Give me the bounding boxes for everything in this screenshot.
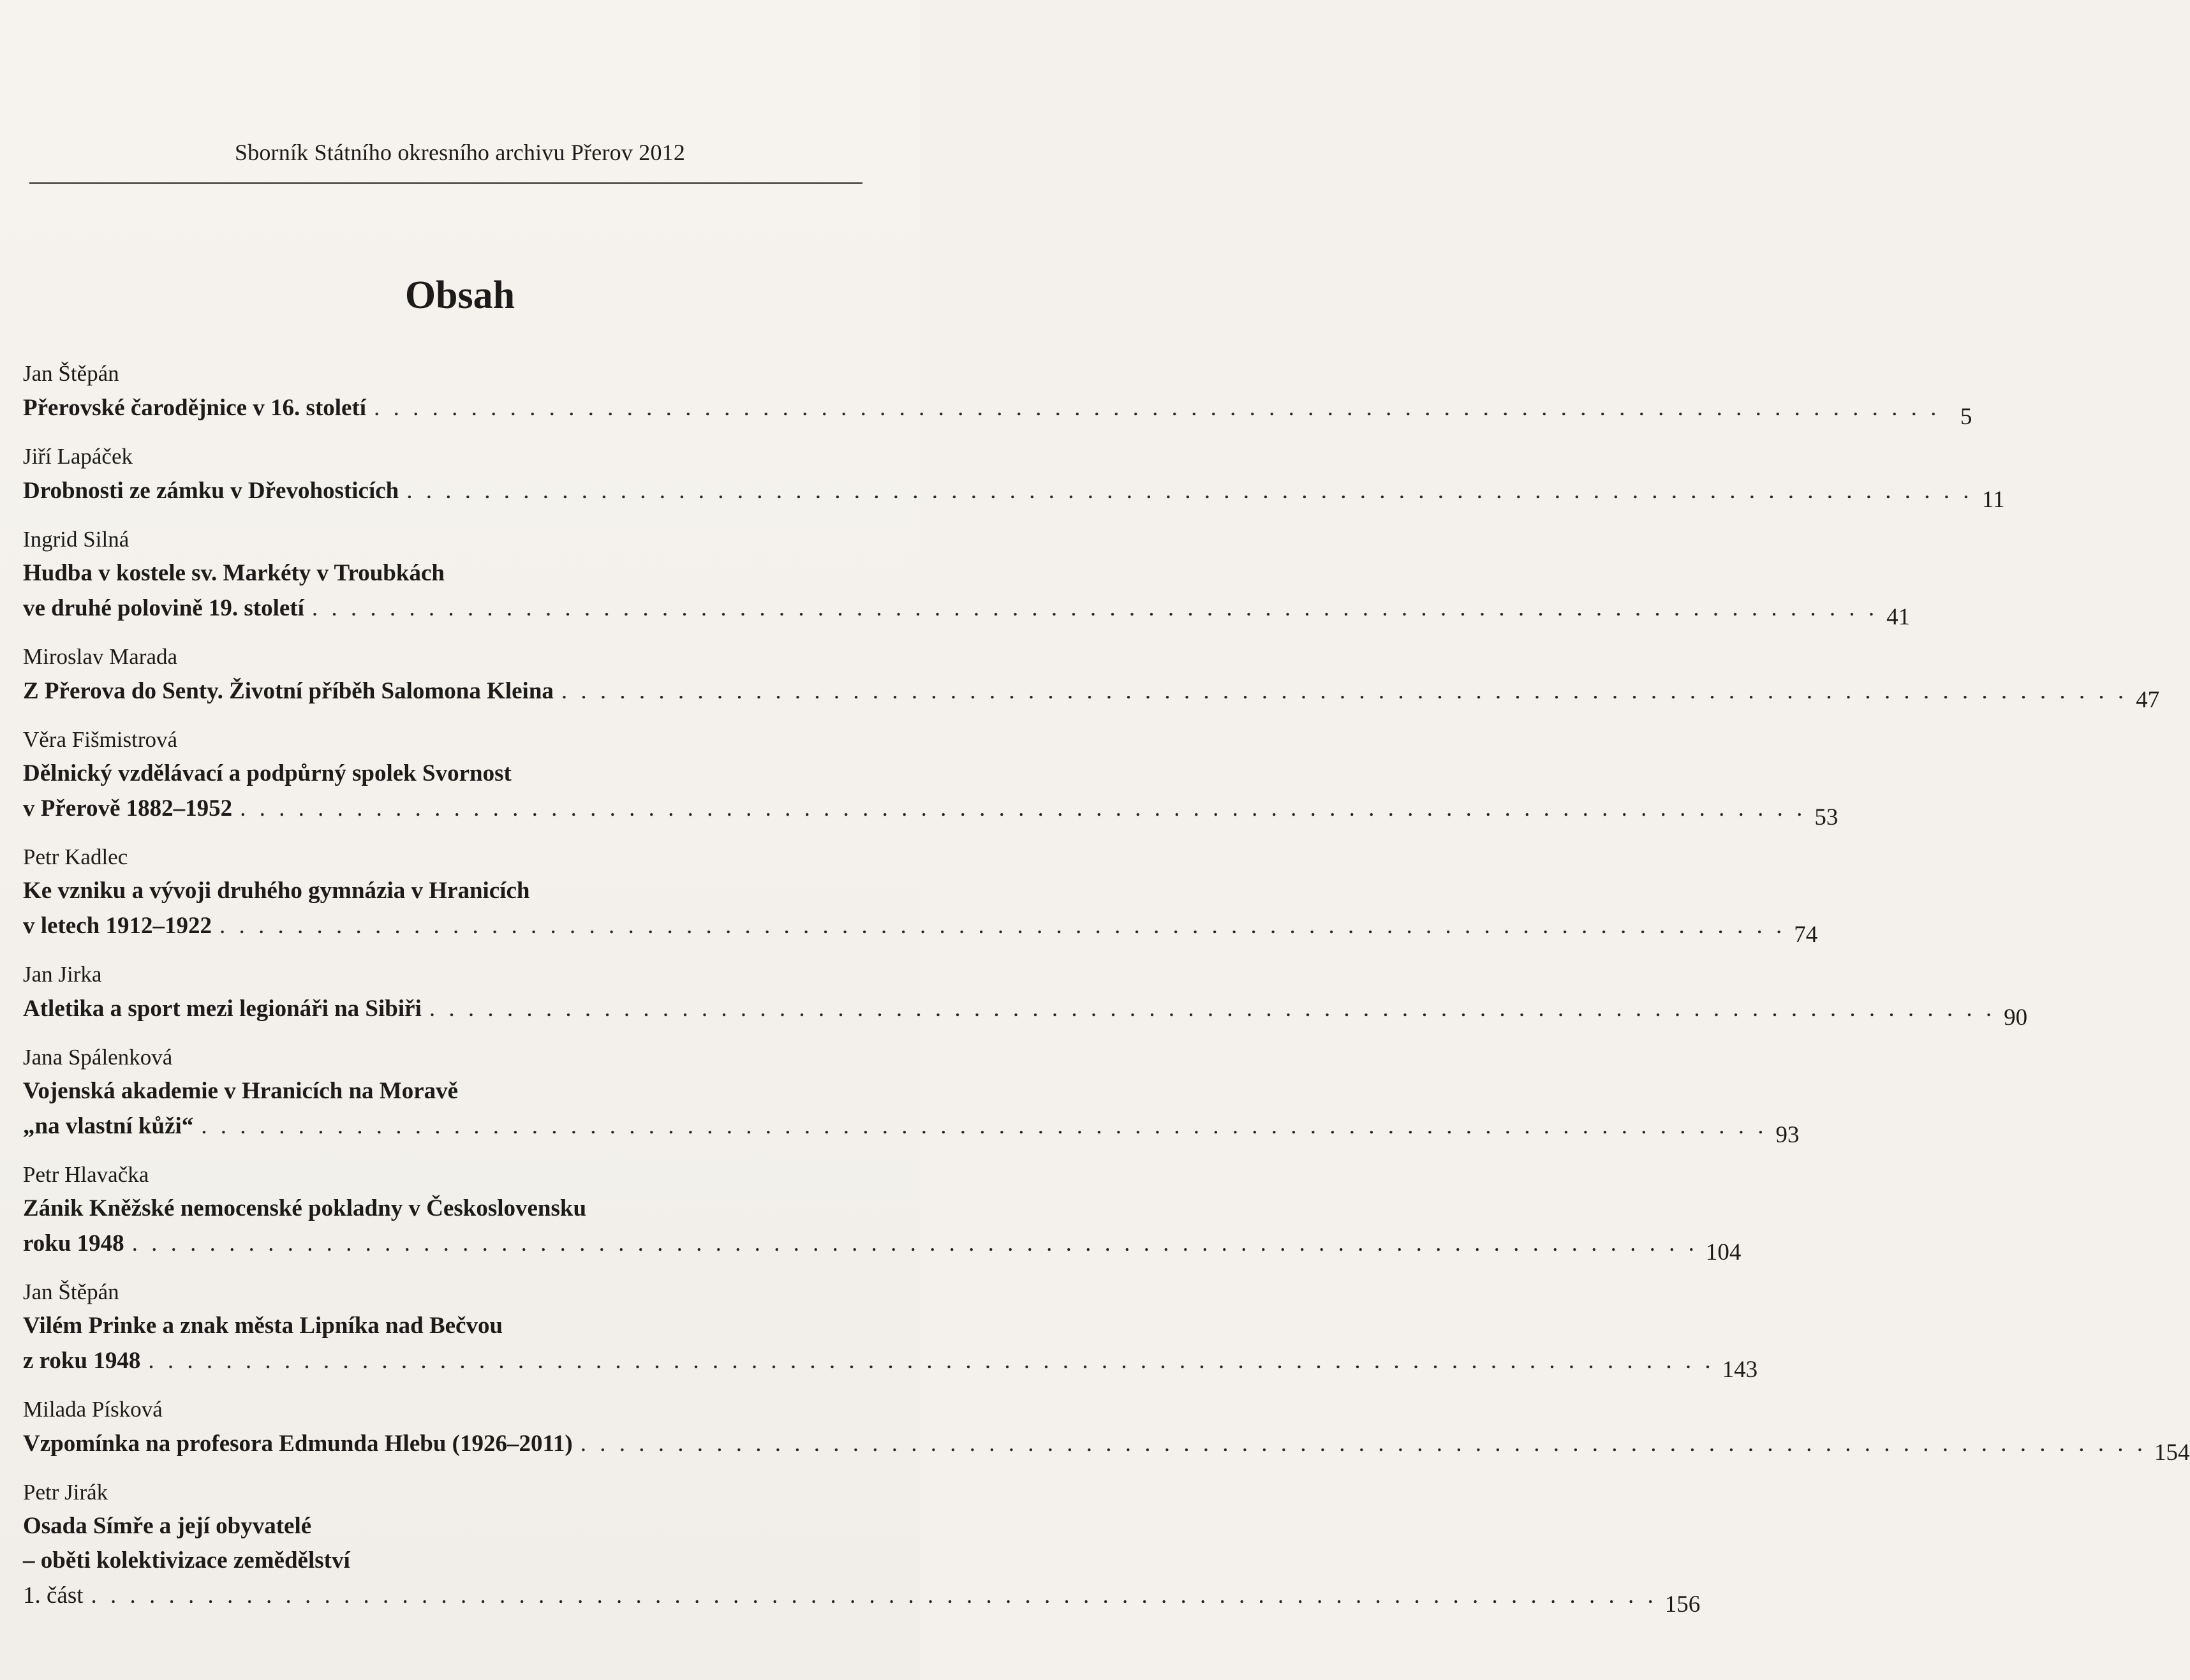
toc-author: Jiří Lapáček [23,444,133,469]
dot-leader: . . . . . . . . . . . . . . . . . . . . . . . . . . . . . . . . . . . . . . . . . . . . . . . . . . . . . . . . . . . . . . . . . . . . . . . . . . . . . . . . . [131,1230,1698,1256]
dot-leader: . . . . . . . . . . . . . . . . . . . . . . . . . . . . . . . . . . . . . . . . . . . . . . . . . . . . . . . . . . . . . . . . . . . . . . . . . . . . . . . . . [219,913,1786,939]
toc-author: Věra Fišmistrová [23,727,178,752]
toc-line [23,1426,2190,1466]
toc-line [23,1226,1742,1265]
toc-title-line: „na vlastní kůži“ [23,1113,194,1139]
toc-entry [23,640,2160,713]
toc-page-number: 90 [2004,1005,2028,1031]
toc-entry [23,440,2005,513]
toc-author: Jan Štěpán [23,1279,119,1304]
dot-leader: . . . . . . . . . . . . . . . . . . . . . . . . . . . . . . . . . . . . . . . . . . . . . . . . . . . . . . . . . . . . . . . . . . . . . . . . . . . . . . . . . [429,996,1996,1022]
toc-page-number: 74 [1794,922,1818,948]
toc-entry [23,958,2028,1031]
dot-leader: . . . . . . . . . . . . . . . . . . . . . . . . . . . . . . . . . . . . . . . . . . . . . . . . . . . . . . . . . . . . . . . . . . . . . . . . . . . . . . . . . [148,1348,1715,1374]
toc-page-number: 143 [1722,1357,1758,1383]
page-title: Obsah [404,274,515,317]
toc-author: Petr Jirák [23,1480,108,1505]
dot-leader: . . . . . . . . . . . . . . . . . . . . . . . . . . . . . . . . . . . . . . . . . . . . . . . . . . . . . . . . . . . . . . . . . . . . . . . . . . . . . . . . . [91,1582,1657,1609]
toc-author: Jana Spálenková [23,1045,173,1070]
toc-line [23,390,1972,430]
toc-entry [23,1276,1758,1383]
toc-line [23,1343,1758,1383]
toc-line [23,1109,1800,1148]
toc-page-number: 53 [1814,804,1839,830]
toc-title-line: Zánik Kněžské nemocenské pokladny v Československu [23,1195,587,1221]
toc-title-line: Dělnický vzdělávací a podpůrný spolek Svornost [23,760,512,786]
toc-title-line: Z Přerova do Senty. Životní příběh Salomona Kleina [23,678,554,704]
dot-leader: . . . . . . . . . . . . . . . . . . . . . . . . . . . . . . . . . . . . . . . . . . . . . . . . . . . . . . . . . . . . . . . . . . . . . . . . . . . . . . . . . [240,795,1807,822]
toc-author: Petr Kadlec [23,844,128,869]
toc-title-line: Vzpomínka na profesora Edmunda Hlebu (1926–2011) [23,1431,573,1457]
toc-title-line: Ke vzniku a vývoji druhého gymnázia v Hranicích [23,878,530,904]
toc-title-line: Drobnosti ze zámku v Dřevohosticích [23,478,399,504]
toc-author: Miroslav Marada [23,644,178,669]
toc-entry [23,841,1818,948]
toc-line [23,1578,1701,1617]
toc-entry [23,1393,2190,1466]
toc-author: Jan Štěpán [23,361,119,386]
toc-page-number: 47 [2136,687,2160,713]
toc-author: Petr Hlavačka [23,1162,149,1187]
toc-page-number: 41 [1886,604,1911,630]
toc-author: Milada Písková [23,1397,163,1422]
toc-title-line: ve druhé polovině 19. století [23,595,304,621]
dot-leader: . . . . . . . . . . . . . . . . . . . . . . . . . . . . . . . . . . . . . . . . . . . . . . . . . . . . . . . . . . . . . . . . . . . . . . . . . . . . . . . . . [311,595,1879,621]
toc-title-line: v Přerově 1882–1952 [23,795,233,822]
dot-leader: . . . . . . . . . . . . . . . . . . . . . . . . . . . . . . . . . . . . . . . . . . . . . . . . . . . . . . . . . . . . . . . . . . . . . . . . . . . . . . . . . [374,395,1941,421]
toc-title-line: Atletika a sport mezi legionáři na Sibiři [23,996,422,1022]
toc-title-line: – oběti kolektivizace zemědělství [23,1547,350,1573]
toc-entry [23,357,1972,430]
toc-page-number: 93 [1775,1122,1800,1148]
toc-entry [23,523,1911,630]
toc-title-line: Vojenská akademie v Hranicích na Moravě [23,1078,459,1104]
toc-line [23,791,1839,830]
toc-line [23,674,2160,713]
dot-leader: . . . . . . . . . . . . . . . . . . . . . . . . . . . . . . . . . . . . . . . . . . . . . . . . . . . . . . . . . . . . . . . . . . . . . . . . . . . . . . . . . [561,678,2128,704]
toc-line [23,473,2005,513]
toc-line [23,908,1818,948]
toc-title-line: Hudba v kostele sv. Markéty v Troubkách [23,560,445,586]
toc-entry [23,1158,1742,1265]
toc-page-number: 154 [2154,1440,2190,1466]
header-rule [29,182,862,184]
toc-title-line: Přerovské čarodějnice v 16. století [23,395,367,421]
toc-author: Ingrid Silná [23,527,129,552]
toc-page-number: 5 [1960,404,1972,430]
toc-page-number: 156 [1664,1591,1701,1617]
toc-entry [23,723,1839,830]
dot-leader: . . . . . . . . . . . . . . . . . . . . . . . . . . . . . . . . . . . . . . . . . . . . . . . . . . . . . . . . . . . . . . . . . . . . . . . . . . . . . . . . . [201,1113,1768,1139]
toc-title-line: 1. část [23,1582,84,1609]
toc-entry [23,1041,1800,1148]
toc-title-line: Osada Símře a její obyvatelé [23,1513,312,1539]
toc-author: Jan Jirka [23,962,102,987]
dot-leader: . . . . . . . . . . . . . . . . . . . . . . . . . . . . . . . . . . . . . . . . . . . . . . . . . . . . . . . . . . . . . . . . . . . . . . . . . . . . . . . . . [580,1431,2147,1457]
toc-line [23,991,2028,1031]
table-of-contents [23,357,2190,1628]
toc-title-line: z roku 1948 [23,1348,141,1374]
toc-entry [23,1476,1701,1617]
toc-line [23,591,1911,630]
toc-page-number: 104 [1705,1239,1742,1265]
toc-title-line: roku 1948 [23,1230,124,1256]
running-head: Sborník Státního okresního archivu Přerov 2012 [234,140,686,165]
dot-leader: . . . . . . . . . . . . . . . . . . . . . . . . . . . . . . . . . . . . . . . . . . . . . . . . . . . . . . . . . . . . . . . . . . . . . . . . . . . . . . . . . [406,478,1973,504]
toc-page-number: 11 [1981,487,2005,513]
toc-title-line: v letech 1912–1922 [23,913,212,939]
toc-title-line: Vilém Prinke a znak města Lipníka nad Bečvou [23,1313,503,1339]
